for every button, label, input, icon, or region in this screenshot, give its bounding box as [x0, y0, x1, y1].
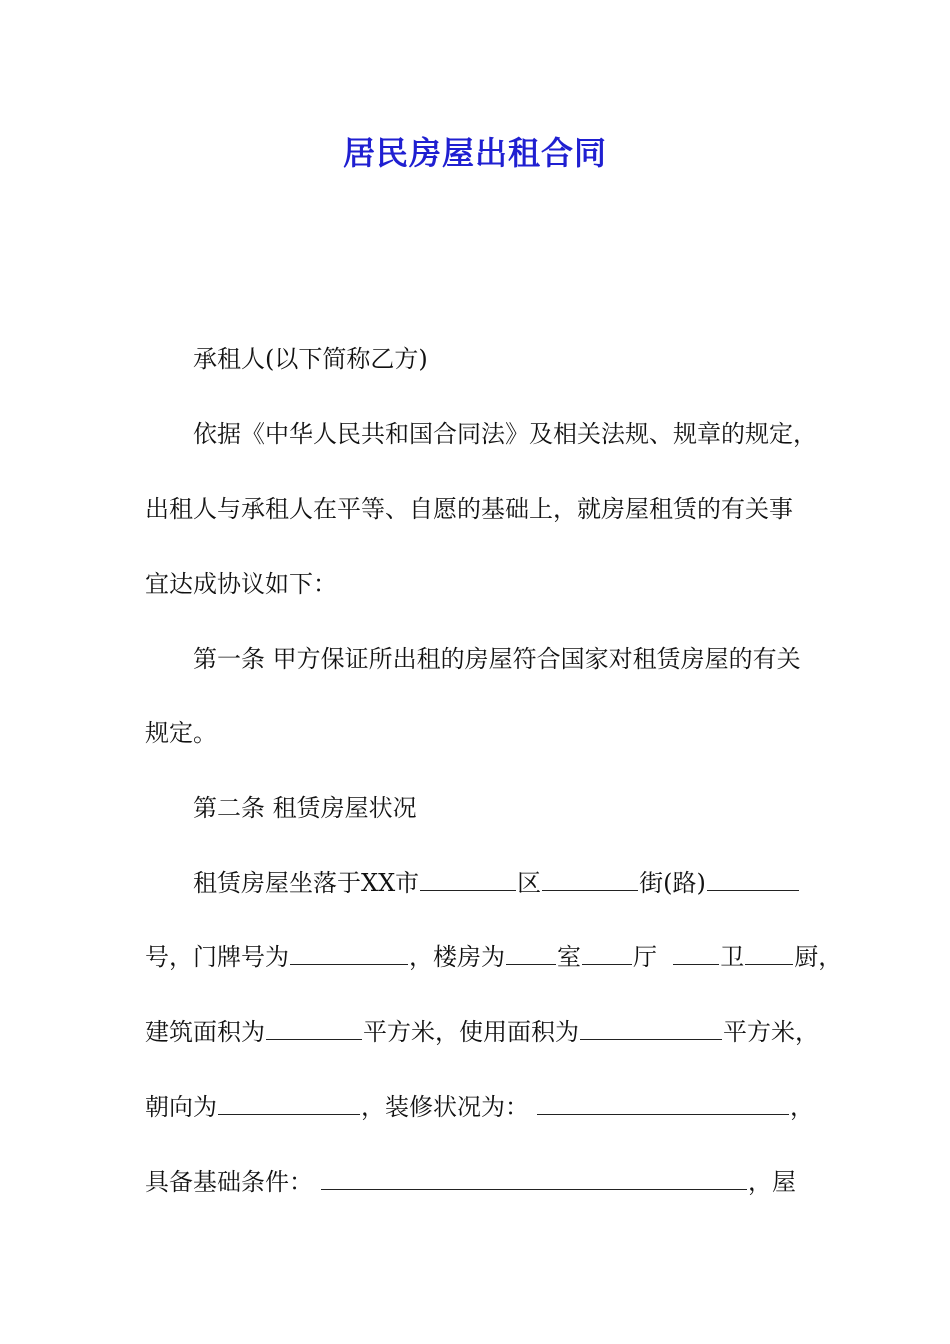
conditions-label: 具备基础条件： [145, 1168, 313, 1196]
document-title: 居民房屋出租合同 [342, 134, 607, 172]
article-one-line1: 第一条 甲方保证所出租的房屋符合国家对租赁房屋的有关 [193, 645, 801, 673]
conditions-end: ，屋 [748, 1168, 796, 1196]
halls-blank[interactable] [582, 942, 632, 965]
address-label-district: 区 [517, 869, 542, 897]
unit-label-hall: 厅 [633, 943, 657, 971]
number-blank[interactable] [707, 868, 799, 891]
decoration-label: ，装修状况为： [361, 1093, 529, 1121]
decoration-blank[interactable] [537, 1092, 789, 1115]
orientation-blank[interactable] [218, 1092, 360, 1115]
baths-blank[interactable] [673, 942, 719, 965]
building-area-blank[interactable] [266, 1017, 362, 1040]
paragraph-basis-line3: 宜达成协议如下： [145, 570, 337, 598]
area-line [145, 1017, 819, 1047]
address-line [193, 868, 800, 898]
area-label-usable: 平方米，使用面积为 [363, 1018, 579, 1046]
door-number-blank[interactable] [290, 942, 408, 965]
rooms-blank[interactable] [506, 942, 556, 965]
area-label-building: 建筑面积为 [145, 1018, 265, 1046]
article-two-heading: 第二条 租赁房屋状况 [193, 794, 417, 822]
usable-area-blank[interactable] [580, 1017, 722, 1040]
paragraph-basis-line1: 依据《中华人民共和国合同法》及相关法规、规章的规定， [193, 420, 817, 448]
unit-label-number: 号，门牌号为 [145, 943, 289, 971]
address-label-city: 租赁房屋坐落于XX市 [193, 869, 420, 897]
area-label-unit: 平方米， [723, 1018, 819, 1046]
district-blank[interactable] [420, 868, 516, 891]
article-one-line2: 规定。 [145, 719, 217, 747]
paragraph-basis-line2: 出租人与承租人在平等、自愿的基础上，就房屋租赁的有关事 [145, 495, 793, 523]
unit-label-bath: 卫 [720, 943, 745, 971]
unit-label-room: 室 [557, 943, 581, 971]
conditions-line [145, 1167, 796, 1197]
street-blank[interactable] [542, 868, 638, 891]
paragraph-lessee: 承租人(以下简称乙方) [193, 345, 428, 373]
unit-label-building: ，楼房为 [409, 943, 505, 971]
address-label-street: 街(路) [639, 869, 706, 897]
orientation-label: 朝向为 [145, 1093, 217, 1121]
unit-line [145, 942, 842, 972]
kitchens-blank[interactable] [745, 942, 793, 965]
decoration-end: ， [790, 1093, 814, 1121]
orientation-line [145, 1092, 814, 1122]
unit-label-kitchen: 厨， [794, 943, 843, 971]
conditions-blank[interactable] [321, 1167, 747, 1190]
